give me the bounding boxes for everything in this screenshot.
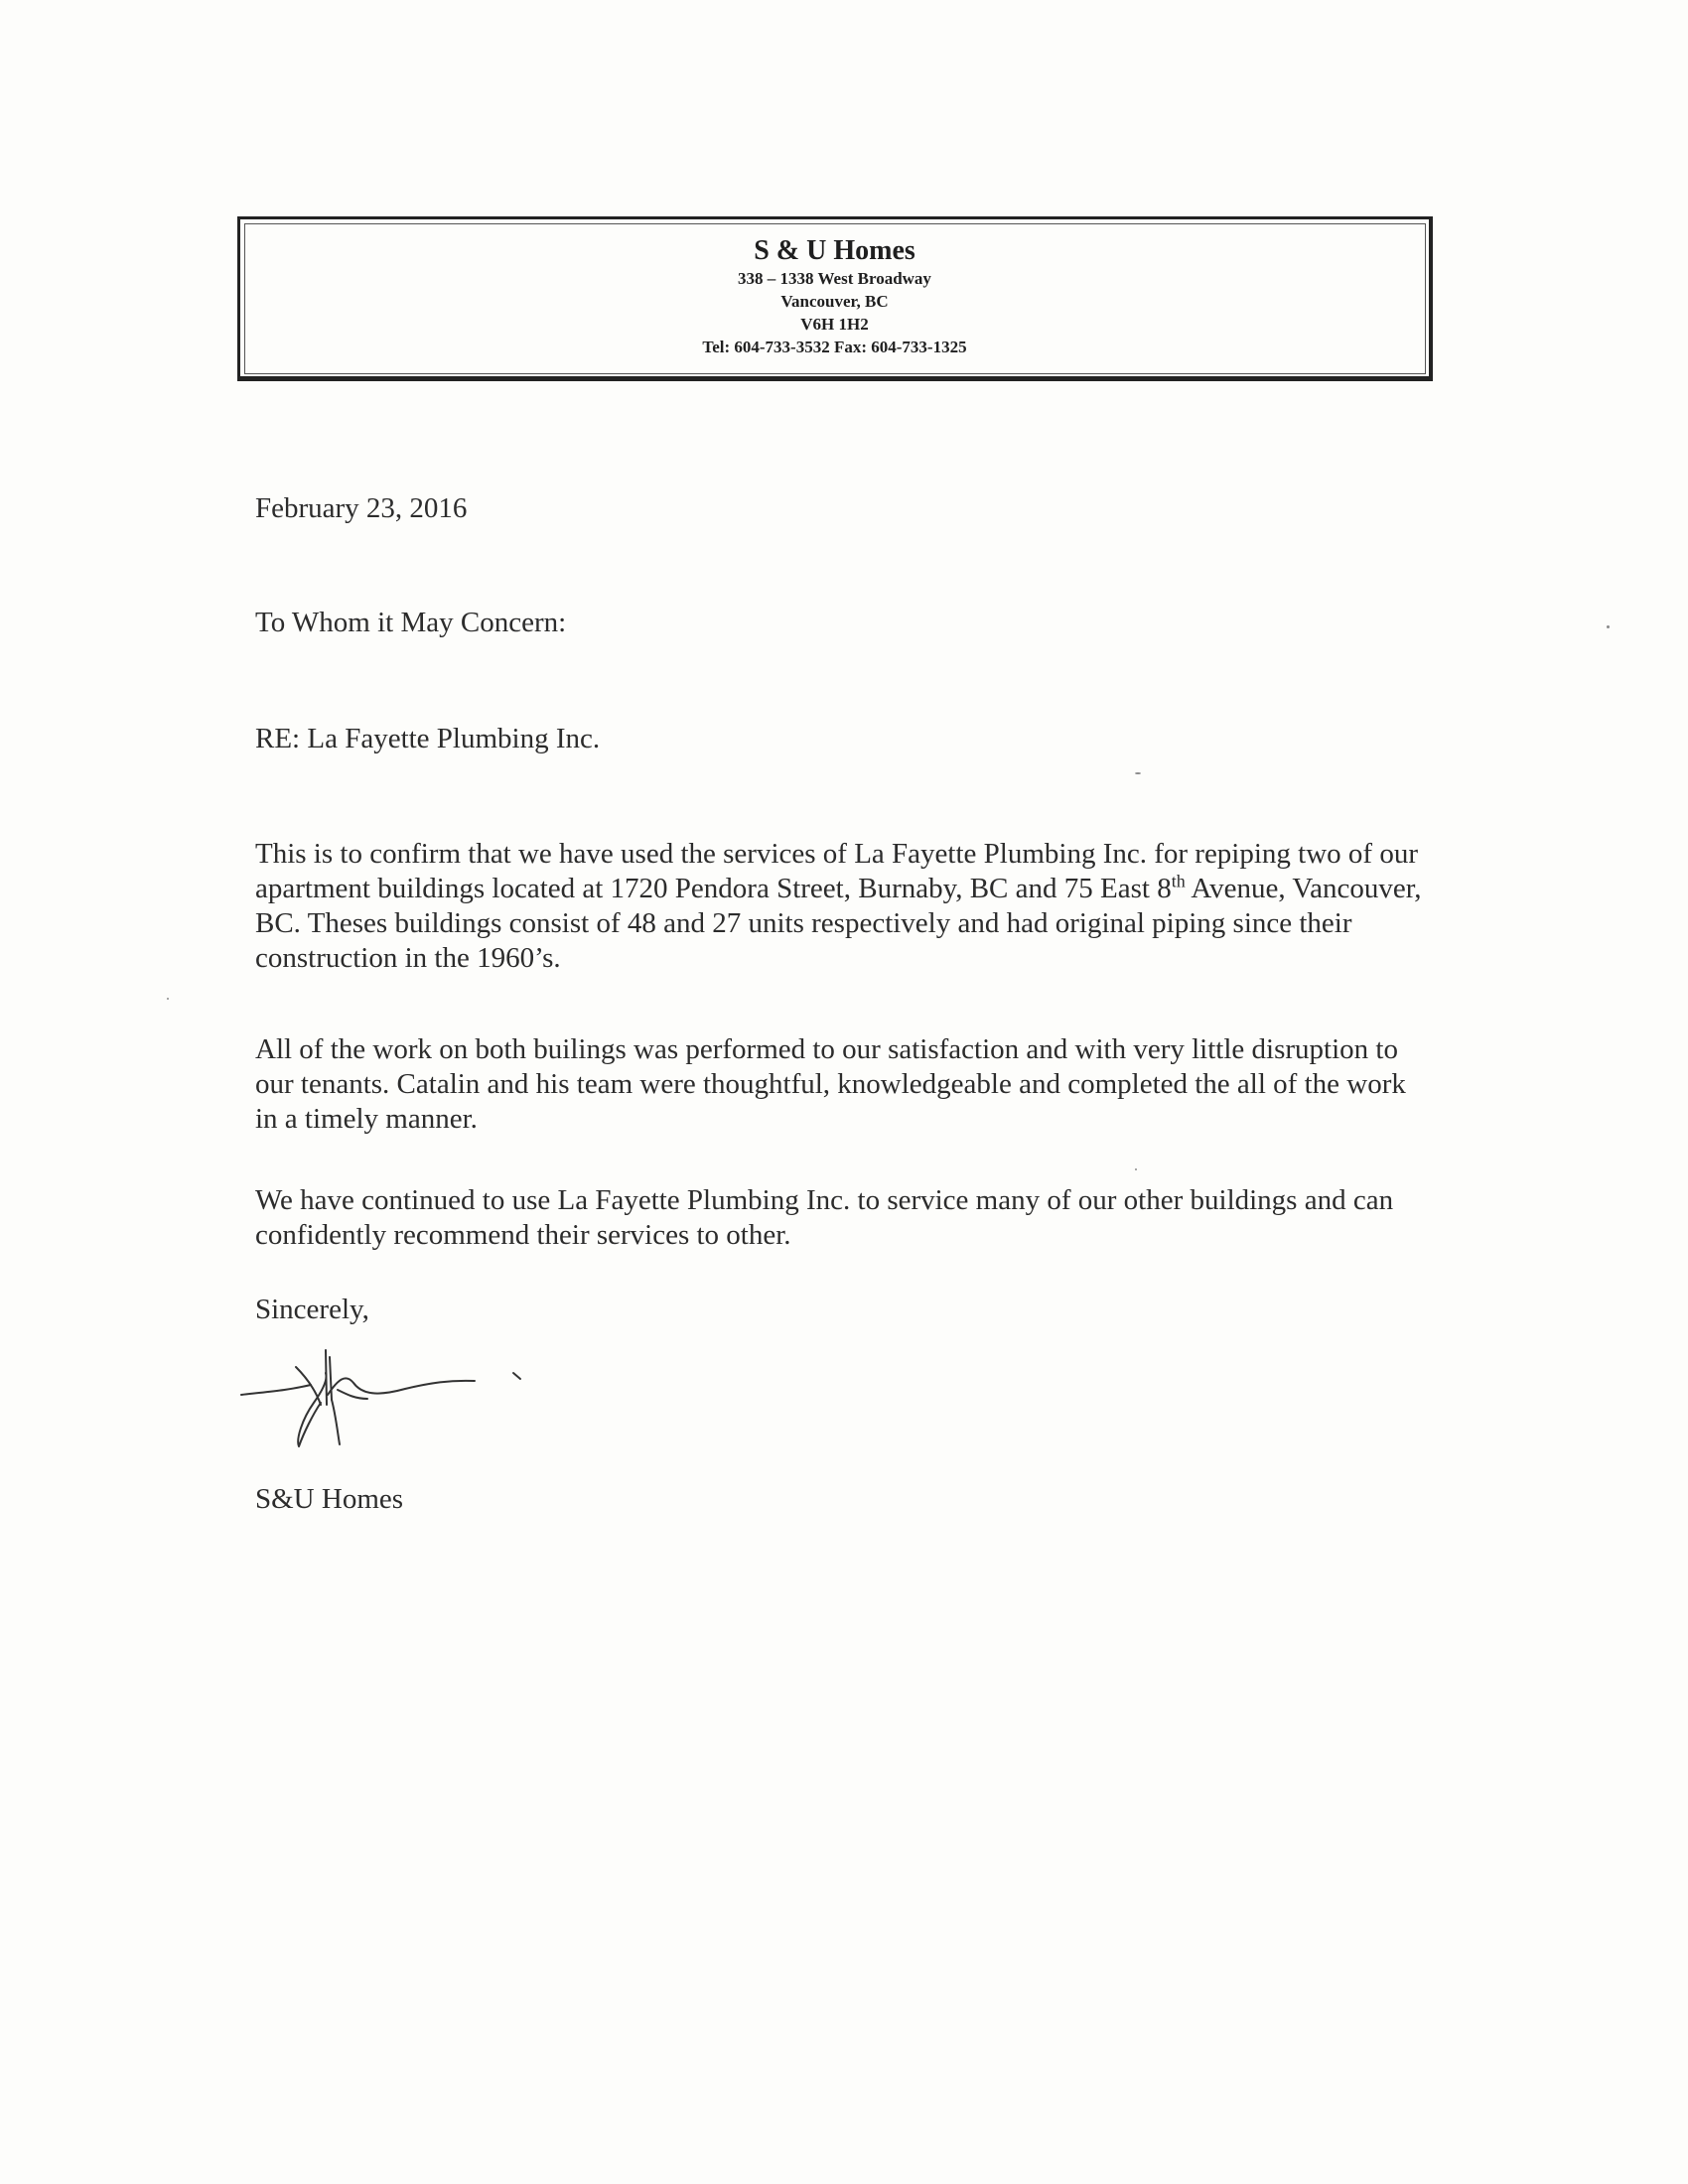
paragraph-1-part-a: This is to confirm that we have used the services of La Fayette Plumbing Inc. for repiping two of our apartment buildings located at 1720 Pendora Street, Burnaby, BC and 75 East 8 bbox=[255, 838, 1418, 904]
salutation: To Whom it May Concern: bbox=[255, 607, 567, 638]
scan-speck bbox=[1135, 1168, 1137, 1170]
paragraph-2: All of the work on both builings was performed to our satisfaction and with very little disruption to our tenants. Catalin and his team were thoughtful, knowledgeable and completed the all of the work in a timely manner. bbox=[255, 1033, 1406, 1135]
address-line-1: 338 – 1338 West Broadway bbox=[738, 269, 931, 288]
scan-speck bbox=[1607, 625, 1610, 628]
signatory-name: S&U Homes bbox=[255, 1483, 404, 1515]
paragraph-1-part-b: Avenue, Vancouver, BC. Theses buildings consist of 48 and 27 units respectively and had original piping since their construction in the 1960’s. bbox=[255, 873, 1422, 974]
handwritten-signature bbox=[236, 1345, 534, 1454]
address-line-2: Vancouver, BC bbox=[780, 292, 889, 311]
ordinal-suffix: th bbox=[1171, 871, 1186, 891]
subject-line: RE: La Fayette Plumbing Inc. bbox=[255, 723, 601, 754]
closing: Sincerely, bbox=[255, 1294, 369, 1325]
letter-date: February 23, 2016 bbox=[255, 492, 468, 524]
paragraph-3: We have continued to use La Fayette Plumbing Inc. to service many of our other buildings and can confidently recommend their services to other. bbox=[255, 1184, 1394, 1251]
scan-speck bbox=[167, 998, 169, 1000]
postal-code: V6H 1H2 bbox=[800, 315, 869, 334]
company-name: S & U Homes bbox=[754, 235, 915, 266]
contact-line: Tel: 604-733-3532 Fax: 604-733-1325 bbox=[702, 338, 967, 356]
scan-speck bbox=[1135, 772, 1141, 774]
letterhead bbox=[237, 216, 1433, 381]
paragraph-1 bbox=[255, 837, 1427, 976]
